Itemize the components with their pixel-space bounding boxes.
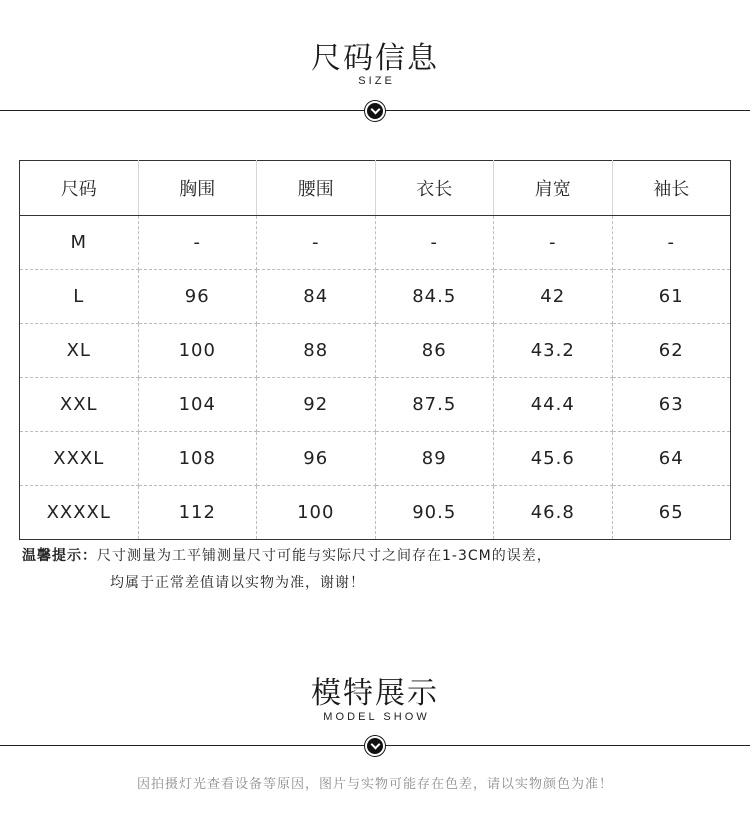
size-section-subtitle: S I Z E	[358, 75, 392, 87]
table-cell: 42	[494, 270, 613, 324]
table-row	[20, 378, 731, 432]
table-cell: XXXL	[20, 432, 139, 486]
table-cell: 43.2	[494, 324, 613, 378]
table-cell: -	[375, 216, 494, 270]
table-cell: 89	[375, 432, 494, 486]
table-cell: 64	[612, 432, 731, 486]
table-row	[20, 324, 731, 378]
table-cell: 62	[612, 324, 731, 378]
table-row	[20, 216, 731, 270]
table-cell: 86	[375, 324, 494, 378]
table-cell: 65	[658, 502, 684, 523]
size-notice	[22, 543, 742, 597]
table-cell: 104	[138, 378, 257, 432]
header-chest: 胸围	[138, 161, 257, 216]
table-cell: 63	[612, 378, 731, 432]
table-cell: 44.4	[494, 378, 613, 432]
table-cell: 108	[138, 432, 257, 486]
table-cell: -	[612, 216, 731, 270]
table-row	[20, 432, 731, 486]
size-section-title: 尺码信息	[311, 41, 439, 76]
table-cell: XXL	[20, 378, 139, 432]
table-cell: -	[138, 216, 257, 270]
header-waist: 腰围	[257, 161, 376, 216]
header-sleeve: 袖长	[612, 161, 731, 216]
table-cell: 100	[257, 486, 376, 540]
table-row	[20, 486, 731, 540]
table-cell: 61	[612, 270, 731, 324]
header-length: 衣长	[375, 161, 494, 216]
notice-text-2: 均属于正常差值请以实物为准，谢谢！	[110, 575, 365, 591]
table-cell: 84.5	[375, 270, 494, 324]
model-section-title: 模特展示	[311, 676, 439, 711]
table-cell: 88	[257, 324, 376, 378]
model-section-subtitle: M O D E L S H O W	[323, 711, 427, 723]
table-cell: 100	[138, 324, 257, 378]
table-cell: 90.5	[375, 486, 494, 540]
table-cell: 87.5	[375, 378, 494, 432]
notice-text-1: 尺寸测量为工平铺测量尺寸可能与实际尺寸之间存在1-3CM的误差，	[97, 548, 552, 564]
header-shoulder: 肩宽	[494, 161, 613, 216]
table-row	[20, 270, 731, 324]
table-header-row	[20, 161, 731, 216]
table-cell: 96	[138, 270, 257, 324]
table-cell: XL	[20, 324, 139, 378]
notice-line-1	[22, 543, 742, 570]
table-cell: M	[20, 216, 139, 270]
table-cell: 96	[257, 432, 376, 486]
table-cell: 46.8	[494, 486, 613, 540]
table-cell: L	[20, 270, 139, 324]
header-size: 尺码	[20, 161, 139, 216]
table-cell: -	[494, 216, 613, 270]
color-difference-note: 因拍摄灯光查看设备等原因，图片与实物可能存在色差，请以实物颜色为准！	[136, 777, 613, 792]
chevron-down-icon	[365, 101, 385, 121]
table-cell: 112	[138, 486, 257, 540]
notice-label: 温馨提示：	[22, 548, 97, 564]
table-cell: 45.6	[494, 432, 613, 486]
chevron-down-icon	[365, 736, 385, 756]
table-cell: -	[257, 216, 376, 270]
table-cell: 92	[257, 378, 376, 432]
table-cell: XXXXL	[20, 486, 139, 540]
size-table	[19, 160, 731, 540]
table-cell: 84	[257, 270, 376, 324]
